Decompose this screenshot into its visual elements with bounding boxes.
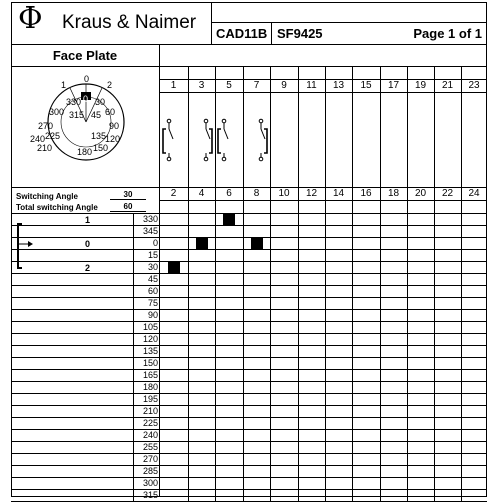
angle-value: 270 bbox=[142, 454, 158, 464]
face-plate-title: Face Plate bbox=[52, 48, 118, 63]
contact-closed-mark bbox=[196, 238, 208, 249]
angle-value: 225 bbox=[142, 418, 158, 428]
contact-3-4 bbox=[204, 119, 212, 161]
terminal-label-top: 19 bbox=[414, 80, 427, 91]
angle-value: 135 bbox=[142, 346, 158, 356]
model-number: CAD11B bbox=[216, 26, 268, 41]
angle-value: 345 bbox=[142, 226, 158, 236]
angle-value: 0 bbox=[152, 238, 158, 248]
dial-label-1: 1 bbox=[61, 80, 67, 90]
dial-inner-315: 315 bbox=[69, 110, 85, 120]
dial-outer-330: 330 bbox=[66, 97, 82, 107]
header-divider-2 bbox=[271, 22, 272, 44]
dial-label-top: 0 bbox=[84, 74, 90, 84]
angle-value: 75 bbox=[147, 298, 158, 308]
dial-outer-30: 30 bbox=[95, 97, 106, 107]
angle-row-line bbox=[11, 225, 487, 226]
angle-row-line bbox=[11, 249, 487, 250]
angle-row-line bbox=[11, 237, 487, 238]
dial-outer-90: 90 bbox=[109, 121, 120, 131]
dial-inner-135: 135 bbox=[91, 131, 107, 141]
contact-1-2 bbox=[163, 119, 173, 161]
grid-column-line bbox=[461, 66, 462, 501]
angle-row-line bbox=[11, 453, 487, 454]
terminal-label-top: 15 bbox=[360, 80, 372, 91]
angle-row-line bbox=[11, 369, 487, 370]
terminal-label-bottom: 18 bbox=[387, 188, 400, 199]
dial-outer-240: 240 bbox=[30, 134, 46, 144]
terminal-label-bottom: 12 bbox=[305, 188, 318, 199]
terminal-label-top: 11 bbox=[306, 80, 317, 91]
angle-value: 60 bbox=[147, 286, 158, 296]
dial-outer-150: 150 bbox=[93, 143, 109, 153]
dial-inner-225: 225 bbox=[45, 131, 61, 141]
terminal-label-bottom: 8 bbox=[253, 188, 260, 199]
angle-row-line bbox=[11, 309, 487, 310]
header-bottom-line bbox=[11, 44, 487, 45]
angle-value: 240 bbox=[142, 430, 158, 440]
angle-value: 300 bbox=[142, 478, 158, 488]
terminal-label-top: 21 bbox=[441, 80, 454, 91]
angle-row-line bbox=[11, 333, 487, 334]
dial-outer-0: 0 bbox=[83, 94, 89, 104]
angle-row-line bbox=[11, 297, 487, 298]
terminal-label-top: 7 bbox=[253, 80, 260, 91]
dial-outer-180: 180 bbox=[77, 147, 93, 157]
angle-row-line bbox=[11, 489, 487, 490]
position-2-label: 2 bbox=[85, 263, 91, 273]
terminal-label-bottom: 6 bbox=[226, 188, 232, 199]
angle-value: 210 bbox=[142, 406, 158, 416]
angle-value: 30 bbox=[147, 262, 158, 272]
contact-closed-mark bbox=[251, 238, 263, 249]
terminal-label-bottom: 20 bbox=[414, 188, 427, 199]
header-line-1 bbox=[211, 22, 487, 23]
position-0-label: 0 bbox=[85, 239, 91, 249]
angle-row-line bbox=[11, 441, 487, 442]
angle-row-line bbox=[11, 477, 487, 478]
contact-closed-mark bbox=[223, 214, 235, 225]
angle-row-line bbox=[11, 357, 487, 358]
terminal-label-top: 23 bbox=[468, 80, 480, 91]
angle-value: 150 bbox=[142, 358, 158, 368]
total-switching-value: 60 bbox=[110, 202, 146, 212]
contact-closed-mark bbox=[168, 262, 180, 273]
terminal-label-top: 17 bbox=[387, 80, 400, 91]
angle-value: 45 bbox=[147, 274, 158, 284]
angle-value: 315 bbox=[142, 490, 158, 500]
angle-value: 180 bbox=[142, 382, 158, 392]
header-divider bbox=[211, 2, 212, 44]
contact-7-8 bbox=[259, 119, 267, 161]
grid-column-line bbox=[325, 66, 326, 501]
angle-value: 15 bbox=[147, 250, 158, 260]
angle-value: 330 bbox=[142, 214, 158, 224]
switching-angle-value: 30 bbox=[110, 190, 146, 200]
grid-column-line bbox=[434, 66, 435, 501]
terminal-label-top: 13 bbox=[332, 80, 345, 91]
grid-top-line bbox=[159, 66, 487, 67]
contact-5-6 bbox=[218, 119, 228, 161]
angle-row-line bbox=[11, 345, 487, 346]
angle-row-line bbox=[11, 321, 487, 322]
angle-value: 90 bbox=[147, 310, 158, 320]
terminal-bottom-bottom-line bbox=[159, 200, 487, 201]
terminal-label-bottom: 4 bbox=[198, 188, 205, 199]
angle-row-line bbox=[11, 405, 487, 406]
angle-value: 165 bbox=[142, 370, 158, 380]
angle-row-line bbox=[11, 285, 487, 286]
terminal-label-bottom: 16 bbox=[360, 188, 372, 199]
grid-column-line bbox=[380, 66, 381, 501]
terminal-label-top: 9 bbox=[281, 80, 287, 91]
face-plate-title-line bbox=[11, 66, 159, 67]
grid-column-line bbox=[298, 66, 299, 501]
terminal-label-top: 5 bbox=[226, 80, 232, 91]
dial-outer-270: 270 bbox=[38, 121, 54, 131]
terminal-label-bottom: 24 bbox=[468, 188, 480, 199]
terminal-label-bottom: 2 bbox=[170, 188, 177, 199]
terminal-label-bottom: 14 bbox=[332, 188, 345, 199]
dial-inner-45: 45 bbox=[91, 110, 102, 120]
dial-outer-210: 210 bbox=[37, 143, 53, 153]
page-indicator: Page 1 of 1 bbox=[413, 26, 482, 41]
switching-angle-label: Switching Angle bbox=[16, 192, 78, 201]
angle-row-line bbox=[11, 381, 487, 382]
angle-row-line bbox=[11, 429, 487, 430]
dial-label-2: 2 bbox=[107, 80, 113, 90]
terminal-label-bottom: 10 bbox=[278, 188, 290, 199]
angle-row-line bbox=[11, 393, 487, 394]
terminal-label-bottom: 22 bbox=[441, 188, 454, 199]
terminal-label-top: 3 bbox=[198, 80, 205, 91]
position-bracket bbox=[12, 220, 36, 272]
angle-value: 255 bbox=[142, 442, 158, 452]
grid-column-line bbox=[407, 66, 408, 501]
angle-row-line bbox=[11, 261, 487, 262]
dial-outer-300: 300 bbox=[49, 107, 65, 117]
position-1-label: 1 bbox=[85, 215, 91, 225]
angle-value: 105 bbox=[142, 322, 158, 332]
dial-outer-120: 120 bbox=[105, 134, 121, 144]
contact-schematic bbox=[160, 93, 280, 187]
angle-row-line bbox=[11, 417, 487, 418]
angle-row-line bbox=[11, 273, 487, 274]
angle-value: 120 bbox=[142, 334, 158, 344]
brand-name: Kraus & Naimer bbox=[62, 12, 197, 33]
angle-value: 195 bbox=[142, 394, 158, 404]
dial-outer-60: 60 bbox=[105, 107, 116, 117]
total-switching-label: Total switching Angle bbox=[16, 203, 98, 212]
terminal-label-top: 1 bbox=[170, 80, 177, 91]
grid-column-line bbox=[352, 66, 353, 501]
drawing-number: SF9425 bbox=[277, 26, 323, 41]
grid-header-bottom bbox=[11, 213, 487, 214]
angle-value: 285 bbox=[142, 466, 158, 476]
angle-row-line bbox=[11, 465, 487, 466]
brand-symbol: Φ bbox=[18, 1, 43, 36]
